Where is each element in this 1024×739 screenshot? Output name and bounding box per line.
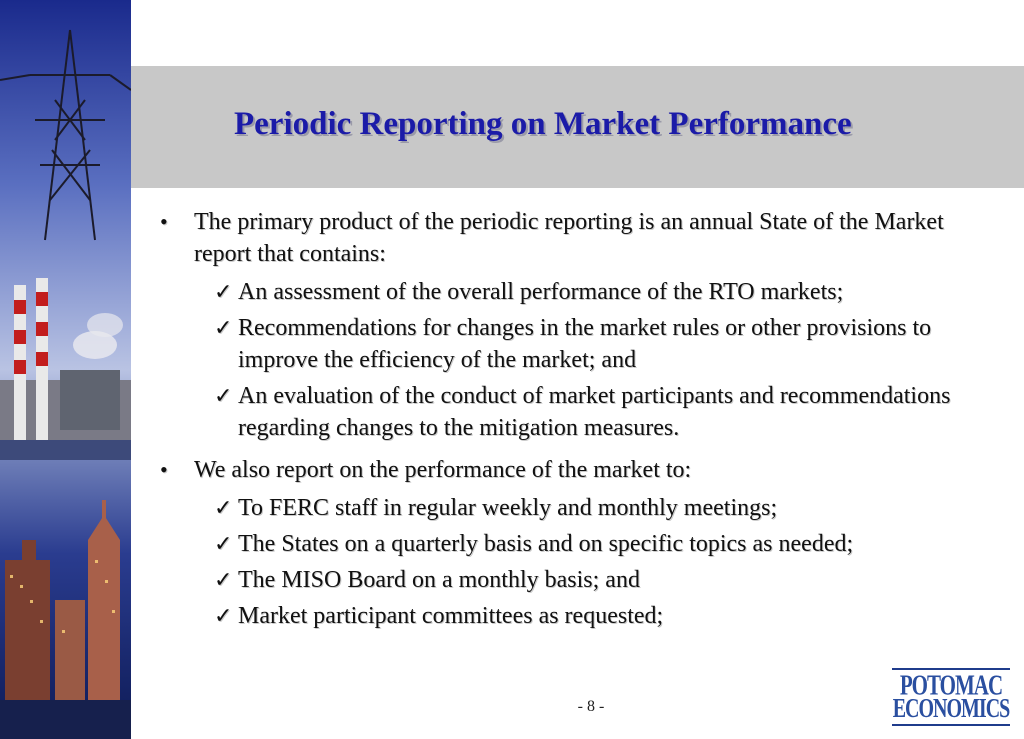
sub-item-text: An evaluation of the conduct of market participants and recommendations regarding changes to the mitigation measures. (238, 383, 951, 441)
decorative-photo-strip (0, 0, 131, 739)
sub-item-text: The MISO Board on a monthly basis; and (238, 567, 640, 593)
slide-title: Periodic Reporting on Market Performance (234, 106, 852, 142)
bullet-marker: • (160, 457, 168, 482)
checkmark-icon: ✓ (214, 315, 233, 340)
bullet-item (160, 454, 990, 486)
sub-item (160, 600, 990, 632)
sub-item (160, 276, 990, 308)
checkmark-icon: ✓ (214, 383, 233, 408)
sub-item (160, 380, 990, 444)
potomac-economics-logo (892, 668, 1010, 726)
sub-item (160, 312, 990, 376)
checkmark-icon: ✓ (214, 603, 233, 628)
bullet-item (160, 206, 990, 270)
checkmark-icon: ✓ (214, 279, 233, 304)
sub-item (160, 564, 990, 596)
sub-item (160, 492, 990, 524)
power-city-illustration (0, 0, 131, 739)
bullet-text: The primary product of the periodic reporting is an annual State of the Market report that contains: (194, 209, 944, 267)
checkmark-icon: ✓ (214, 567, 233, 592)
sub-item (160, 528, 990, 560)
logo-line1: POTOMAC (899, 668, 1003, 702)
sub-item-text: The States on a quarterly basis and on specific topics as needed; (238, 531, 854, 557)
sub-item-text: An assessment of the overall performance of the RTO markets; (238, 279, 844, 305)
bullet-text: We also report on the performance of the market to: (194, 457, 692, 483)
page-number: - 8 - (577, 698, 605, 715)
sub-item-text: Recommendations for changes in the market rules or other provisions to improve the efficiency of the market; and (238, 315, 932, 373)
checkmark-icon: ✓ (214, 495, 233, 520)
logo-rule-bottom (892, 724, 1010, 726)
sub-item-text: Market participant committees as requested; (238, 603, 664, 629)
sub-item-text: To FERC staff in regular weekly and monthly meetings; (238, 495, 778, 521)
logo-line2: ECONOMICS (892, 693, 1010, 724)
checkmark-icon: ✓ (214, 531, 233, 556)
bullet-marker: • (160, 209, 168, 234)
slide-content (160, 206, 990, 632)
